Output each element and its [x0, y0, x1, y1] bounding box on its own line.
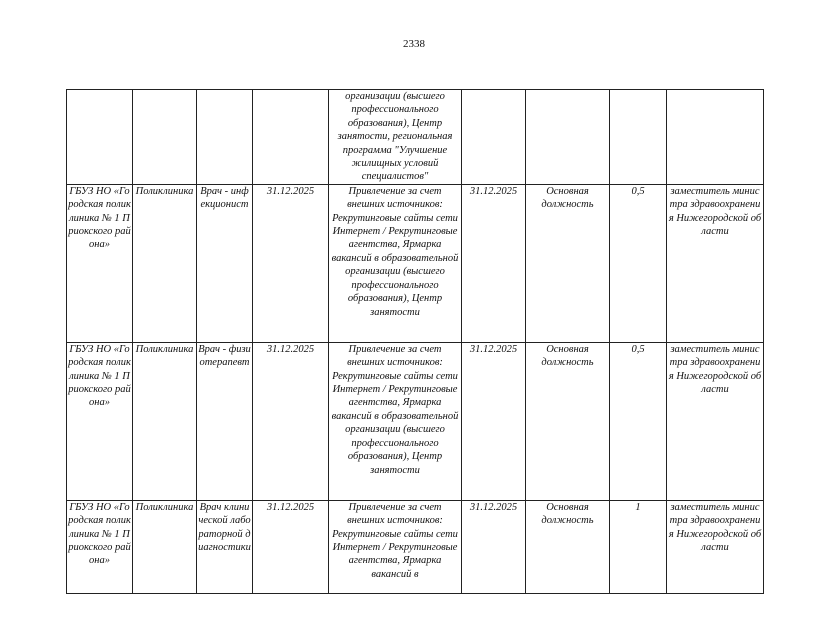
position-cell: Врач - физиотерапевт	[197, 342, 253, 500]
responsible-cell	[667, 90, 764, 185]
employment-type-cell: Основная должность	[526, 500, 610, 593]
page-number: 2338	[403, 38, 425, 50]
staffing-table	[66, 89, 764, 594]
date-cell: 31.12.2025	[253, 500, 329, 593]
unit-cell: Поликлиника	[133, 500, 197, 593]
date-cell: 31.12.2025	[253, 184, 329, 342]
unit-cell: Поликлиника	[133, 342, 197, 500]
rate-cell	[610, 90, 667, 185]
date2-cell	[462, 90, 526, 185]
responsible-cell: заместитель министра здравоохранения Нижегородской области	[667, 184, 764, 342]
date2-cell: 31.12.2025	[462, 342, 526, 500]
unit-cell	[133, 90, 197, 185]
unit-cell: Поликлиника	[133, 184, 197, 342]
description-cell: Привлечение за счет внешних источников: Рекрутинговые сайты сети Интернет / Рекрутинговые агентства, Ярмарка вакансий в образовательной организации (высшего профессионального образования), Центр занятости	[329, 184, 462, 342]
position-cell	[197, 90, 253, 185]
responsible-cell: заместитель министра здравоохранения Нижегородской области	[667, 500, 764, 593]
description-cell: Привлечение за счет внешних источников: Рекрутинговые сайты сети Интернет / Рекрутинговые агентства, Ярмарка вакансий в образовательной организации (высшего профессионального образования), Центр занятости	[329, 342, 462, 500]
position-cell: Врач - инфекционист	[197, 184, 253, 342]
date-cell: 31.12.2025	[253, 342, 329, 500]
table-row	[67, 342, 764, 500]
employment-type-cell	[526, 90, 610, 185]
responsible-cell: заместитель министра здравоохранения Нижегородской области	[667, 342, 764, 500]
date2-cell: 31.12.2025	[462, 184, 526, 342]
employment-type-cell: Основная должность	[526, 342, 610, 500]
org-cell: ГБУЗ НО «Городская поликлиника № 1 Приокского района»	[67, 342, 133, 500]
org-cell: ГБУЗ НО «Городская поликлиника № 1 Приокского района»	[67, 500, 133, 593]
org-cell: ГБУЗ НО «Городская поликлиника № 1 Приокского района»	[67, 184, 133, 342]
table-row	[67, 90, 764, 185]
rate-cell: 0,5	[610, 184, 667, 342]
employment-type-cell: Основная должность	[526, 184, 610, 342]
description-cell: Привлечение за счет внешних источников: Рекрутинговые сайты сети Интернет / Рекрутинговые агентства, Ярмарка вакансий в	[329, 500, 462, 593]
table-row	[67, 500, 764, 593]
org-cell	[67, 90, 133, 185]
description-cell: организации (высшего профессионального образования), Центр занятости, региональная программа "Улучшение жилищных условий специалистов"	[329, 90, 462, 185]
date2-cell: 31.12.2025	[462, 500, 526, 593]
position-cell: Врач клинической лабораторной диагностики	[197, 500, 253, 593]
table-row	[67, 184, 764, 342]
rate-cell: 0,5	[610, 342, 667, 500]
rate-cell: 1	[610, 500, 667, 593]
date-cell	[253, 90, 329, 185]
